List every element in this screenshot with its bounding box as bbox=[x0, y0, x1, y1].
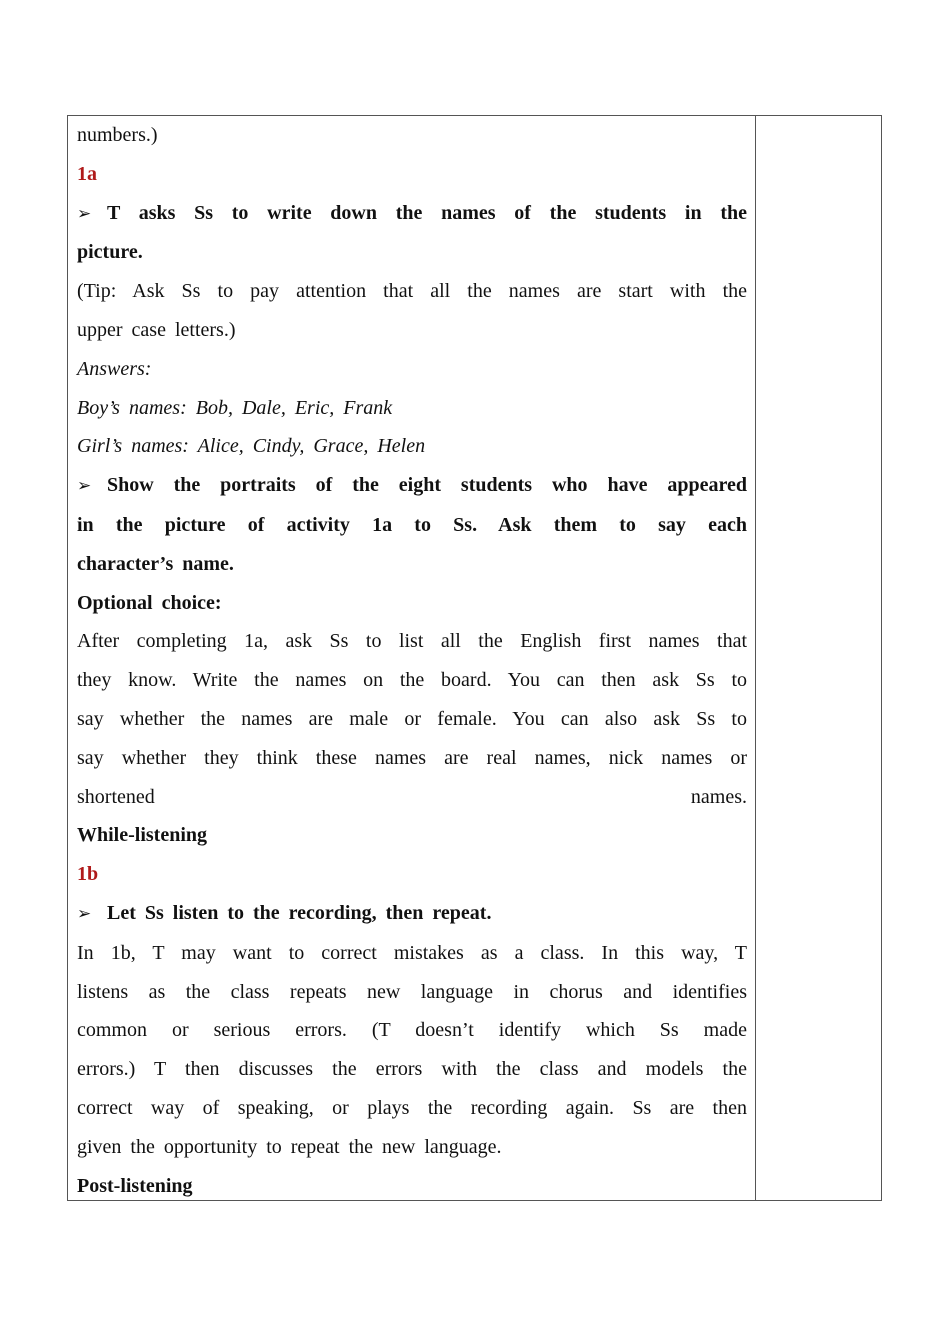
bullet-task-line: picture. bbox=[77, 241, 143, 264]
bullet-task-line bbox=[77, 894, 747, 934]
arrow-bullet-icon: ➢ bbox=[77, 476, 92, 497]
arrow-bullet-icon: ➢ bbox=[77, 903, 92, 924]
optional-text-line: say whether they think these names are real names, nick names or bbox=[77, 746, 747, 769]
tip-line: (Tip: Ask Ss to pay attention that all the names are start with the bbox=[77, 280, 747, 303]
section-heading-1b: 1b bbox=[77, 863, 99, 886]
lesson-table bbox=[67, 115, 882, 1201]
bullet-text: T asks Ss to write down the names of the students in the bbox=[107, 201, 747, 224]
text-line: numbers.) bbox=[77, 124, 158, 146]
answers-label: Answers: bbox=[77, 357, 152, 380]
paragraph-line: common or serious errors. (T doesn’t identify which Ss made bbox=[77, 1019, 747, 1042]
optional-text-line: After completing 1a, ask Ss to list all the English first names that bbox=[77, 630, 747, 653]
paragraph-line: correct way of speaking, or plays the recording again. Ss are then bbox=[77, 1096, 747, 1119]
paragraph-line: In 1b, T may want to correct mistakes as a class. In this way, T bbox=[77, 941, 747, 964]
paragraph-line: errors.) T then discusses the errors with the class and models the bbox=[77, 1058, 747, 1081]
optional-choice-heading: Optional choice: bbox=[77, 591, 222, 614]
answers-boys: Boy’s names: Bob, Dale, Eric, Frank bbox=[77, 396, 393, 419]
optional-text-line: say whether the names are male or female. You can also ask Ss to bbox=[77, 707, 747, 730]
paragraph-line: listens as the class repeats new language in chorus and identifies bbox=[77, 980, 747, 1003]
bullet-text: Let Ss listen to the recording, then repeat. bbox=[107, 901, 492, 924]
while-listening-heading: While-listening bbox=[77, 824, 208, 847]
bullet-task-line: character’s name. bbox=[77, 552, 234, 575]
optional-text-line: shortened names. bbox=[77, 785, 747, 808]
bullet-text: Show the portraits of the eight students who have appeared bbox=[107, 474, 747, 497]
section-heading-1a: 1a bbox=[77, 162, 97, 185]
tip-line: upper case letters.) bbox=[77, 318, 236, 341]
notes-cell bbox=[756, 116, 881, 1200]
arrow-bullet-icon: ➢ bbox=[77, 203, 92, 224]
answers-girls: Girl’s names: Alice, Cindy, Grace, Helen bbox=[77, 435, 426, 458]
post-listening-heading: Post-listening bbox=[77, 1174, 193, 1197]
bullet-task-line bbox=[77, 466, 747, 506]
bullet-task-line bbox=[77, 194, 747, 234]
bullet-task-line: in the picture of activity 1a to Ss. Ask them to say each bbox=[77, 513, 747, 536]
paragraph-line: given the opportunity to repeat the new language. bbox=[77, 1135, 502, 1158]
optional-text-line: they know. Write the names on the board. You can then ask Ss to bbox=[77, 669, 747, 692]
lesson-content-cell bbox=[68, 116, 756, 1200]
